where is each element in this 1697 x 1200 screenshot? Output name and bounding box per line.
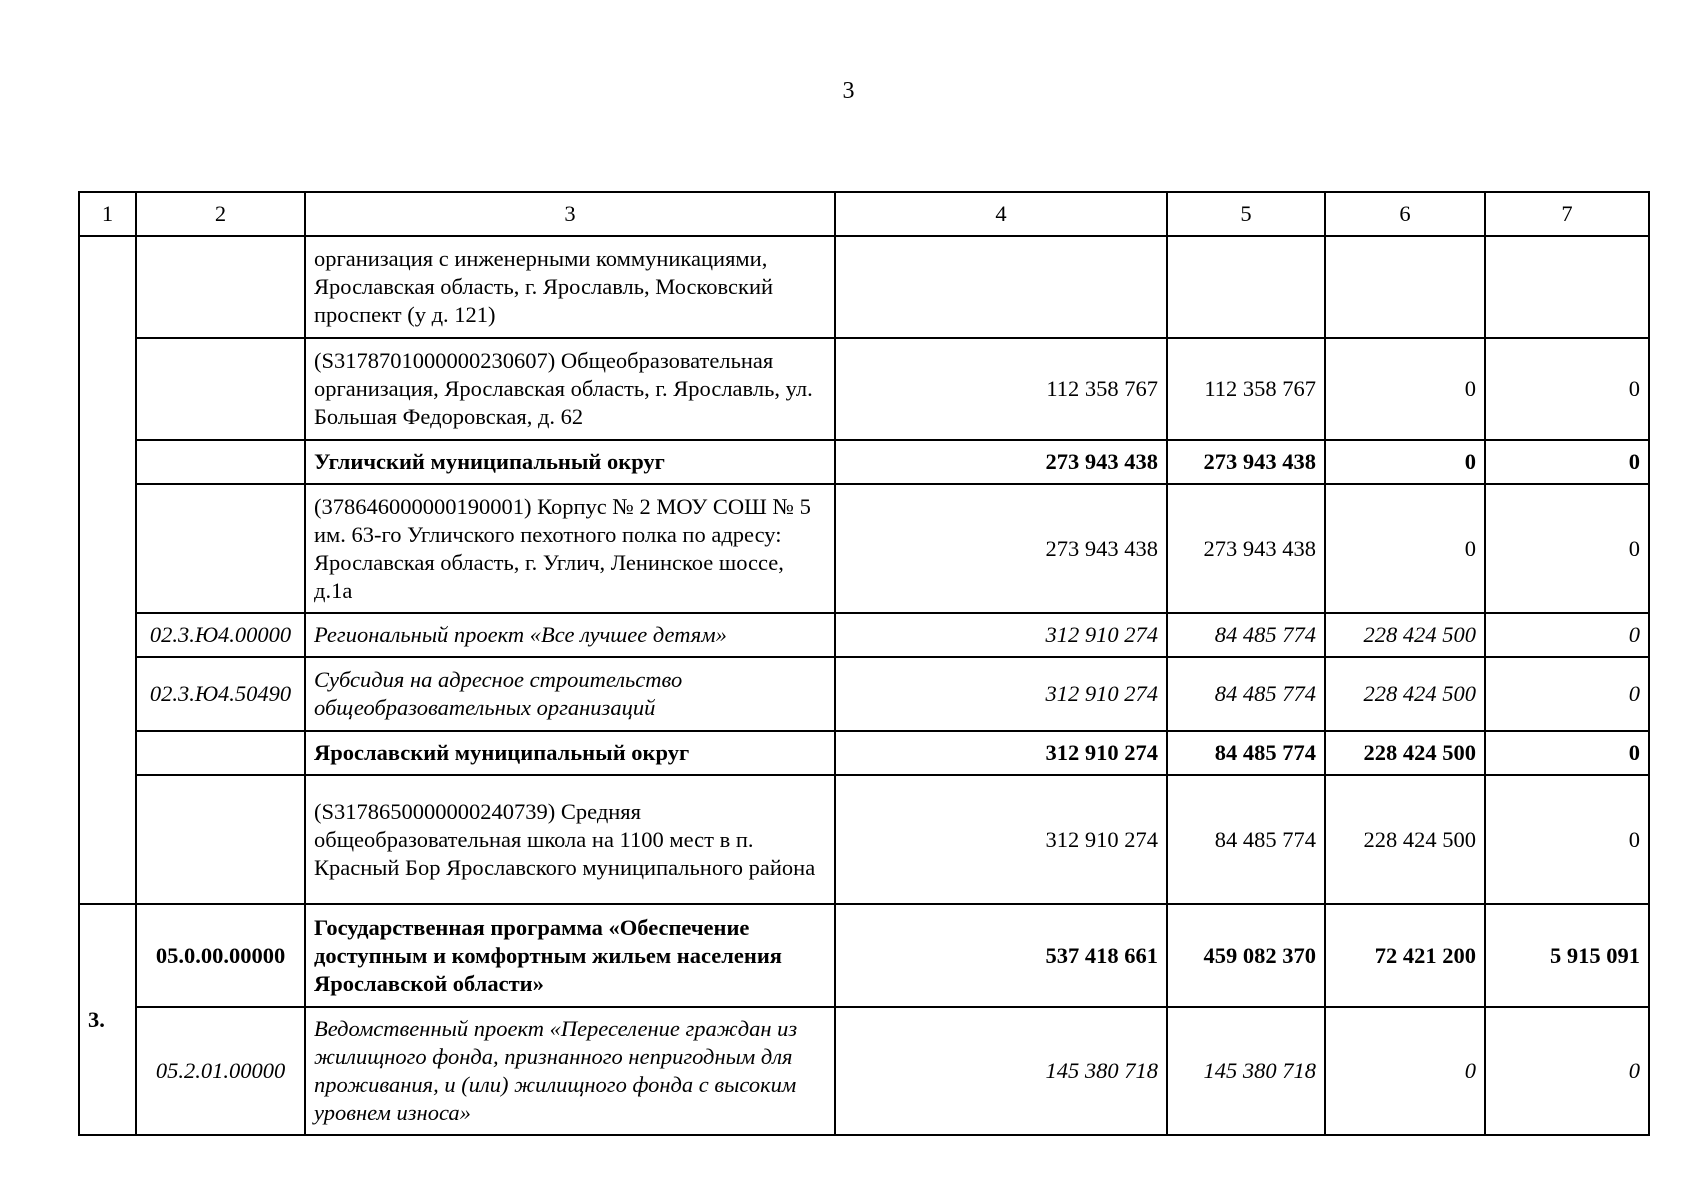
amount-total-cell: 273 943 438 [835, 484, 1167, 613]
amount-col5-cell [1167, 236, 1325, 338]
table-row [79, 440, 1649, 484]
name-cell: (378646000000190001) Корпус № 2 МОУ СОШ № 5 им. 63-го Угличского пехотного полка по адресу: Ярославская область, г. Углич, Ленинское шоссе, д.1а [305, 484, 835, 613]
row-number-cell: 3. [79, 904, 136, 1135]
header-row [79, 192, 1649, 236]
row-number-cell [79, 236, 136, 904]
code-cell: 05.2.01.00000 [136, 1007, 305, 1135]
table-row [79, 1007, 1649, 1135]
amount-total-cell [835, 236, 1167, 338]
amount-col7-cell: 0 [1485, 731, 1649, 775]
amount-col5-cell: 84 485 774 [1167, 731, 1325, 775]
amount-col6-cell: 72 421 200 [1325, 904, 1485, 1007]
amount-total-cell: 312 910 274 [835, 657, 1167, 731]
name-cell: организация с инженерными коммуникациями, Ярославская область, г. Ярославль, Московский проспект (у д. 121) [305, 236, 835, 338]
table-row [79, 484, 1649, 613]
table-row [79, 904, 1649, 1007]
budget-table [78, 191, 1650, 1136]
name-cell: Субсидия на адресное строительство общеобразовательных организаций [305, 657, 835, 731]
amount-col5-cell: 112 358 767 [1167, 338, 1325, 440]
code-cell [136, 484, 305, 613]
amount-col6-cell: 0 [1325, 440, 1485, 484]
header-col-7: 7 [1485, 192, 1649, 236]
amount-total-cell: 537 418 661 [835, 904, 1167, 1007]
amount-total-cell: 312 910 274 [835, 613, 1167, 657]
amount-col7-cell: 0 [1485, 440, 1649, 484]
amount-col5-cell: 273 943 438 [1167, 440, 1325, 484]
amount-col5-cell: 84 485 774 [1167, 775, 1325, 904]
name-cell: (S3178650000000240739) Средняя общеобразовательная школа на 1100 мест в п. Красный Бор Ярославского муниципального района [305, 775, 835, 904]
amount-col5-cell: 273 943 438 [1167, 484, 1325, 613]
amount-col5-cell: 84 485 774 [1167, 657, 1325, 731]
amount-col7-cell: 0 [1485, 1007, 1649, 1135]
code-cell [136, 338, 305, 440]
name-cell: Ведомственный проект «Переселение граждан из жилищного фонда, признанного непригодным для проживания, и (или) жилищного фонда с высоким уровнем износа» [305, 1007, 835, 1135]
amount-col6-cell: 0 [1325, 1007, 1485, 1135]
amount-total-cell: 273 943 438 [835, 440, 1167, 484]
amount-col5-cell: 145 380 718 [1167, 1007, 1325, 1135]
page-number: 3 [842, 78, 855, 104]
code-cell [136, 775, 305, 904]
amount-col6-cell: 228 424 500 [1325, 731, 1485, 775]
amount-col5-cell: 84 485 774 [1167, 613, 1325, 657]
header-col-3: 3 [305, 192, 835, 236]
table-row [79, 613, 1649, 657]
header-col-5: 5 [1167, 192, 1325, 236]
table-row [79, 236, 1649, 338]
amount-col7-cell: 5 915 091 [1485, 904, 1649, 1007]
amount-col5-cell: 459 082 370 [1167, 904, 1325, 1007]
table-row [79, 657, 1649, 731]
amount-col7-cell: 0 [1485, 775, 1649, 904]
code-cell: 02.3.Ю4.00000 [136, 613, 305, 657]
amount-total-cell: 145 380 718 [835, 1007, 1167, 1135]
amount-col6-cell: 0 [1325, 484, 1485, 613]
name-cell: (S3178701000000230607) Общеобразовательная организация, Ярославская область, г. Ярославль, ул. Большая Федоровская, д. 62 [305, 338, 835, 440]
amount-col7-cell: 0 [1485, 484, 1649, 613]
table-row [79, 338, 1649, 440]
name-cell: Региональный проект «Все лучшее детям» [305, 613, 835, 657]
amount-col6-cell: 228 424 500 [1325, 657, 1485, 731]
amount-col6-cell [1325, 236, 1485, 338]
header-col-6: 6 [1325, 192, 1485, 236]
name-cell: Ярославский муниципальный округ [305, 731, 835, 775]
amount-total-cell: 112 358 767 [835, 338, 1167, 440]
amount-total-cell: 312 910 274 [835, 775, 1167, 904]
amount-total-cell: 312 910 274 [835, 731, 1167, 775]
table-row [79, 731, 1649, 775]
header-col-1: 1 [79, 192, 136, 236]
amount-col7-cell: 0 [1485, 657, 1649, 731]
code-cell: 05.0.00.00000 [136, 904, 305, 1007]
code-cell [136, 731, 305, 775]
name-cell: Государственная программа «Обеспечение доступным и комфортным жильем населения Ярославской области» [305, 904, 835, 1007]
code-cell [136, 440, 305, 484]
header-col-4: 4 [835, 192, 1167, 236]
amount-col6-cell: 0 [1325, 338, 1485, 440]
name-cell: Угличский муниципальный округ [305, 440, 835, 484]
amount-col7-cell: 0 [1485, 338, 1649, 440]
code-cell [136, 236, 305, 338]
code-cell: 02.3.Ю4.50490 [136, 657, 305, 731]
header-col-2: 2 [136, 192, 305, 236]
amount-col7-cell [1485, 236, 1649, 338]
amount-col6-cell: 228 424 500 [1325, 775, 1485, 904]
amount-col7-cell: 0 [1485, 613, 1649, 657]
amount-col6-cell: 228 424 500 [1325, 613, 1485, 657]
table-row [79, 775, 1649, 904]
